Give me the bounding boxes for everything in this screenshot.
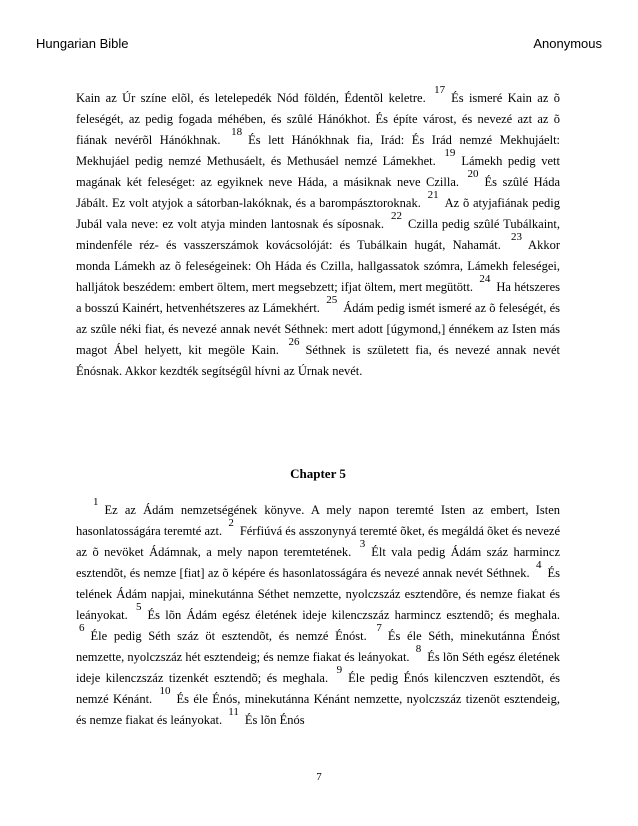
verse-text: És szûlé Háda Jábált. Ez volt atyjok a sátorban-lakóknak, és a barompásztoroknak.	[76, 175, 560, 210]
verse-text: Akkor monda Lámekh az õ feleségeinek: Oh Háda és Czilla, hallgassatok szómra, Lámekh feleségei, halljátok beszédem: embert öltem, mert megsebzett; ifjat öltem, mert megütött.	[76, 238, 560, 294]
verse-number: 10	[159, 684, 171, 697]
paragraph-chapter-5	[76, 495, 561, 731]
verse-number: 2	[228, 516, 234, 529]
verse-number: 23	[511, 230, 523, 243]
verse-number: 5	[135, 600, 142, 613]
paragraph-chapter-4-end	[76, 83, 561, 382]
verse-number: 18	[231, 125, 243, 138]
verse-number: 26	[288, 335, 300, 348]
verse-text: És éle Séth, minekutánna Énóst nemzette, nyolczszáz hét esztendeig; és nemze fiakat és leányokat.	[76, 629, 561, 664]
verse-text: És éle Énós, minekutánna Kénánt nemzette, nyolczszáz tizenöt esztendeig, és nemze fiakat és leányokat.	[76, 692, 561, 727]
verse-number: 7	[376, 621, 382, 634]
verse-number: 21	[427, 188, 439, 201]
verse-text: És telének Ádám napjai, minekutánna Séthet nemzette, nyolczszáz esztendõre, és nemze fiakat és leányokat.	[76, 566, 561, 622]
verse-text: Férfiúvá és asszonynyá teremté õket, és megáldá õket és nevezé az õ nevöket Ádámnak, a mely napon teremtetének.	[76, 524, 560, 559]
verse-text: Czilla pedig szûlé Tubálkaint, mindenféle réz- és vasszerszámok kovácsolóját: és Tubálkain hugát, Nahamát.	[76, 217, 561, 252]
verse-text: És ismeré Kain az õ feleségét, az pedig fogada méhében, és szûlé Hánókhot. És építe várost, és nevezé azt az õ fiának nevérõl Hánókhnak.	[76, 91, 560, 147]
verse-text: Az õ atyjafiának pedig Jubál vala neve: ez volt atyja minden lantosnak és síposnak.	[76, 196, 561, 231]
verse-number: 17	[434, 83, 446, 96]
page-number: 7	[316, 771, 322, 783]
verse-number: 1	[93, 495, 99, 508]
verse-text: Éle pedig Séth száz öt esztendõt, és nemzé Énóst.	[90, 629, 367, 643]
verse-number: 24	[479, 272, 491, 285]
verse-number: 20	[467, 167, 479, 180]
verse-text: Séthnek is született fia, és nevezé annak nevét Énósnak. Akkor kezdték segítségûl hívni az Úrnak nevét.	[76, 343, 560, 378]
verse-text: És lett Hánókhnak fia, Irád: És Irád nemzé Mekhujáelt: Mekhujáel pedig nemzé Methusáelt, és Methusáel nemzé Lámekhet.	[76, 133, 561, 168]
verse-text: Kain az Úr színe elõl, és letelepedék Nód földén, Édentõl keletre.	[76, 91, 426, 105]
verse-number: 4	[536, 558, 542, 571]
verse-text: Ha hétszeres a bosszú Kainért, hetvenhétszeres az Lámekhért.	[76, 280, 561, 315]
verse-number: 19	[444, 146, 456, 159]
verse-text: Lámekh pedig vett magának két feleséget: az egyiknek neve Háda, a másiknak neve Czilla.	[76, 154, 561, 189]
verse-text: És lõn Énós	[244, 713, 305, 727]
verse-text: Éle pedig Énós kilenczven esztendõt, és nemzé Kénánt.	[76, 671, 560, 706]
verse-number: 9	[336, 663, 343, 676]
verse-number: 25	[326, 293, 338, 306]
verse-text: És lõn Ádám egész életének ideje kilenczszáz harmincz esztendõ; és meghala.	[147, 608, 560, 622]
verse-text: Ádám pedig ismét ismeré az õ feleségét, és az szûle néki fiat, és nevezé annak nevét Séthnek: mert adott [úgymond,] énnékem az Isten más magot Ábel helyett, kit megöle Kain.	[76, 301, 560, 357]
verse-number: 8	[415, 642, 422, 655]
verse-number: 11	[228, 705, 239, 718]
verse-number: 6	[79, 621, 85, 634]
page-body	[76, 83, 561, 731]
verse-text: Ez az Ádám nemzetségének könyve. A mely napon teremté Isten az embert, Isten hasonlatosságára teremté azt.	[76, 503, 560, 538]
verse-text: Élt vala pedig Ádám száz harmincz esztendõt, és nemze [fiat] az õ képére és hasonlatosságára és nevezé annak nevét Séthnek.	[76, 545, 561, 580]
header-author: Anonymous	[533, 36, 602, 51]
verse-number: 3	[359, 537, 366, 550]
verse-number: 22	[391, 209, 403, 222]
header-title: Hungarian Bible	[36, 36, 129, 51]
verse-text: És lõn Séth egész életének ideje kilenczszáz tizenkét esztendõ; és meghala.	[76, 650, 560, 685]
chapter-heading: Chapter 5	[290, 466, 346, 481]
